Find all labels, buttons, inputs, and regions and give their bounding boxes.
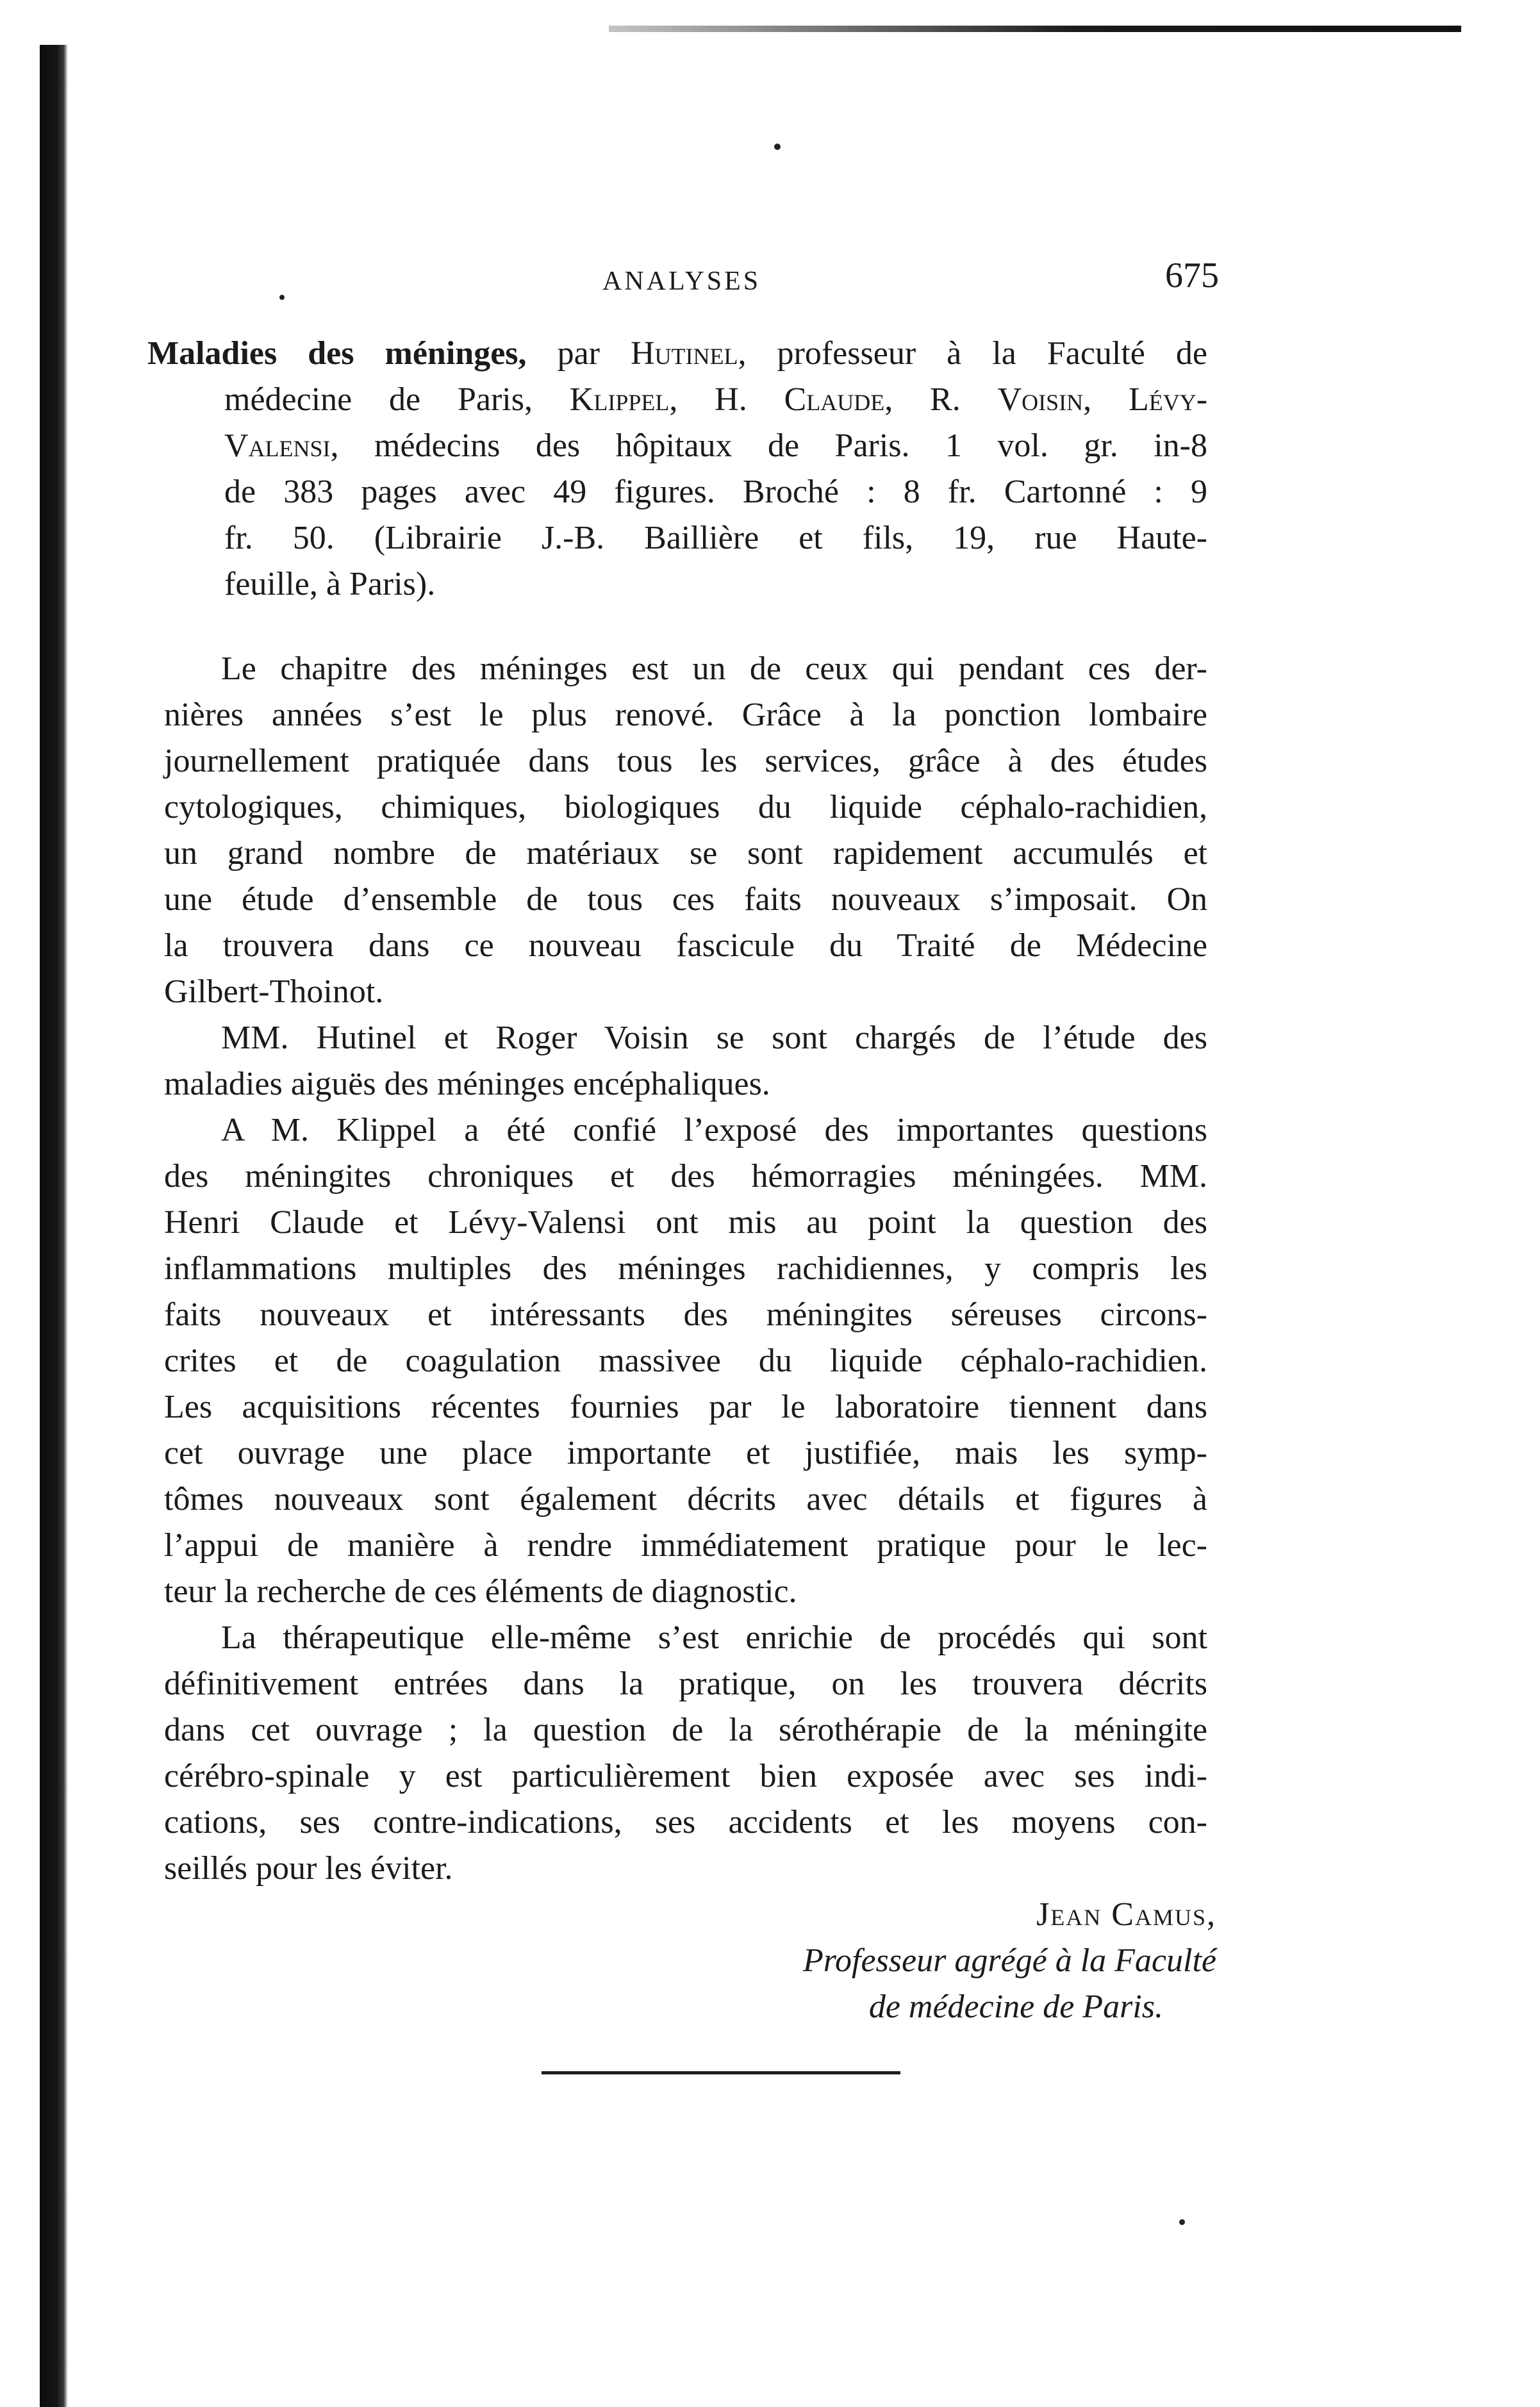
body-line: dans cet ouvrage ; la question de la sérothérapie de la méningite <box>164 1712 1207 1748</box>
body-line: définitivement entrées dans la pratique, on les trouvera décrits <box>164 1666 1207 1702</box>
running-title: ANALYSES <box>602 267 761 296</box>
body-line: cations, ses contre-indications, ses accidents et les moyens con- <box>164 1804 1207 1840</box>
body-line: un grand nombre de matériaux se sont rapidement accumulés et <box>164 835 1207 872</box>
body-line: teur la recherche de ces éléments de diagnostic. <box>164 1573 797 1610</box>
body-line: faits nouveaux et intéressants des méningites séreuses circons- <box>164 1296 1207 1333</box>
body-line: tômes nouveaux sont également décrits avec détails et figures à <box>164 1481 1207 1518</box>
body-line: la trouvera dans ce nouveau fascicule du Traité de Médecine <box>164 927 1207 964</box>
body-line: Henri Claude et Lévy-Valensi ont mis au point la question des <box>164 1204 1207 1241</box>
body-line: cet ouvrage une place importante et justifiée, mais les symp- <box>164 1435 1207 1471</box>
body-line: nières années s’est le plus renové. Grâce à la ponction lombaire <box>164 697 1207 733</box>
entry-line: Valensi, médecins des hôpitaux de Paris. 1 vol. gr. in-8 <box>224 427 1207 464</box>
body-line: des méningites chroniques et des hémorragies méningées. MM. <box>164 1158 1207 1195</box>
signature-name: Jean Camus, <box>1036 1896 1216 1933</box>
entry-line: Maladies des méninges, par Hutinel, professeur à la Faculté de <box>147 335 1208 372</box>
body-line: MM. Hutinel et Roger Voisin se sont chargés de l’étude des <box>221 1020 1207 1056</box>
body-line: Les acquisitions récentes fournies par le laboratoire tiennent dans <box>164 1389 1207 1425</box>
author-name: Klippel <box>569 381 670 418</box>
author-name: Valensi <box>224 427 331 464</box>
page-number: 675 <box>1165 256 1219 295</box>
body-line: une étude d’ensemble de tous ces faits nouveaux s’imposait. On <box>164 881 1207 918</box>
body-line: crites et de coagulation massivee du liquide céphalo-rachidien. <box>164 1343 1207 1379</box>
body-line: l’appui de manière à rendre immédiatement pratique pour le lec- <box>164 1527 1207 1564</box>
author-name: Hutinel <box>631 335 738 372</box>
entry-line: médecine de Paris, Klippel, H. Claude, R. Voisin, Lévy- <box>224 381 1208 418</box>
body-line: seillés pour les éviter. <box>164 1850 453 1887</box>
entry-title: Maladies des méninges, <box>147 335 527 372</box>
body-line: La thérapeutique elle-même s’est enrichie de procédés qui sont <box>221 1619 1207 1656</box>
body-line: cérébro-spinale y est particulièrement bien exposée avec ses indi- <box>164 1758 1207 1794</box>
body-line: inflammations multiples des méninges rachidiennes, y compris les <box>164 1250 1207 1287</box>
scan-binding-shadow <box>40 45 68 2407</box>
signature-title: Professeur agrégé à la Faculté <box>802 1942 1216 1979</box>
ink-speck <box>279 295 285 300</box>
body-line: maladies aiguës des méninges encéphaliques. <box>164 1066 770 1102</box>
body-line: Gilbert-Thoinot. <box>164 973 384 1010</box>
end-rule <box>542 2071 900 2074</box>
body-line: journellement pratiquée dans tous les services, grâce à des études <box>164 743 1207 779</box>
ink-speck <box>774 144 781 150</box>
body-line: A M. Klippel a été confié l’exposé des importantes questions <box>221 1112 1207 1148</box>
signature-title-line-2: de médecine de Paris. <box>868 1989 1163 2025</box>
entry-line: de 383 pages avec 49 figures. Broché : 8 fr. Cartonné : 9 <box>224 474 1207 510</box>
entry-line: fr. 50. (Librairie J.-B. Baillière et fils, 19, rue Haute- <box>224 520 1207 556</box>
body-line: Le chapitre des méninges est un de ceux qui pendant ces der- <box>221 650 1207 687</box>
entry-line: feuille, à Paris). <box>224 566 436 602</box>
author-name: Voisin <box>997 381 1084 418</box>
ink-speck <box>1179 2219 1185 2225</box>
top-rule <box>609 26 1461 32</box>
author-name: Claude <box>784 381 885 418</box>
author-name: Lévy- <box>1128 381 1208 418</box>
body-line: cytologiques, chimiques, biologiques du liquide céphalo-rachidien, <box>164 789 1207 825</box>
